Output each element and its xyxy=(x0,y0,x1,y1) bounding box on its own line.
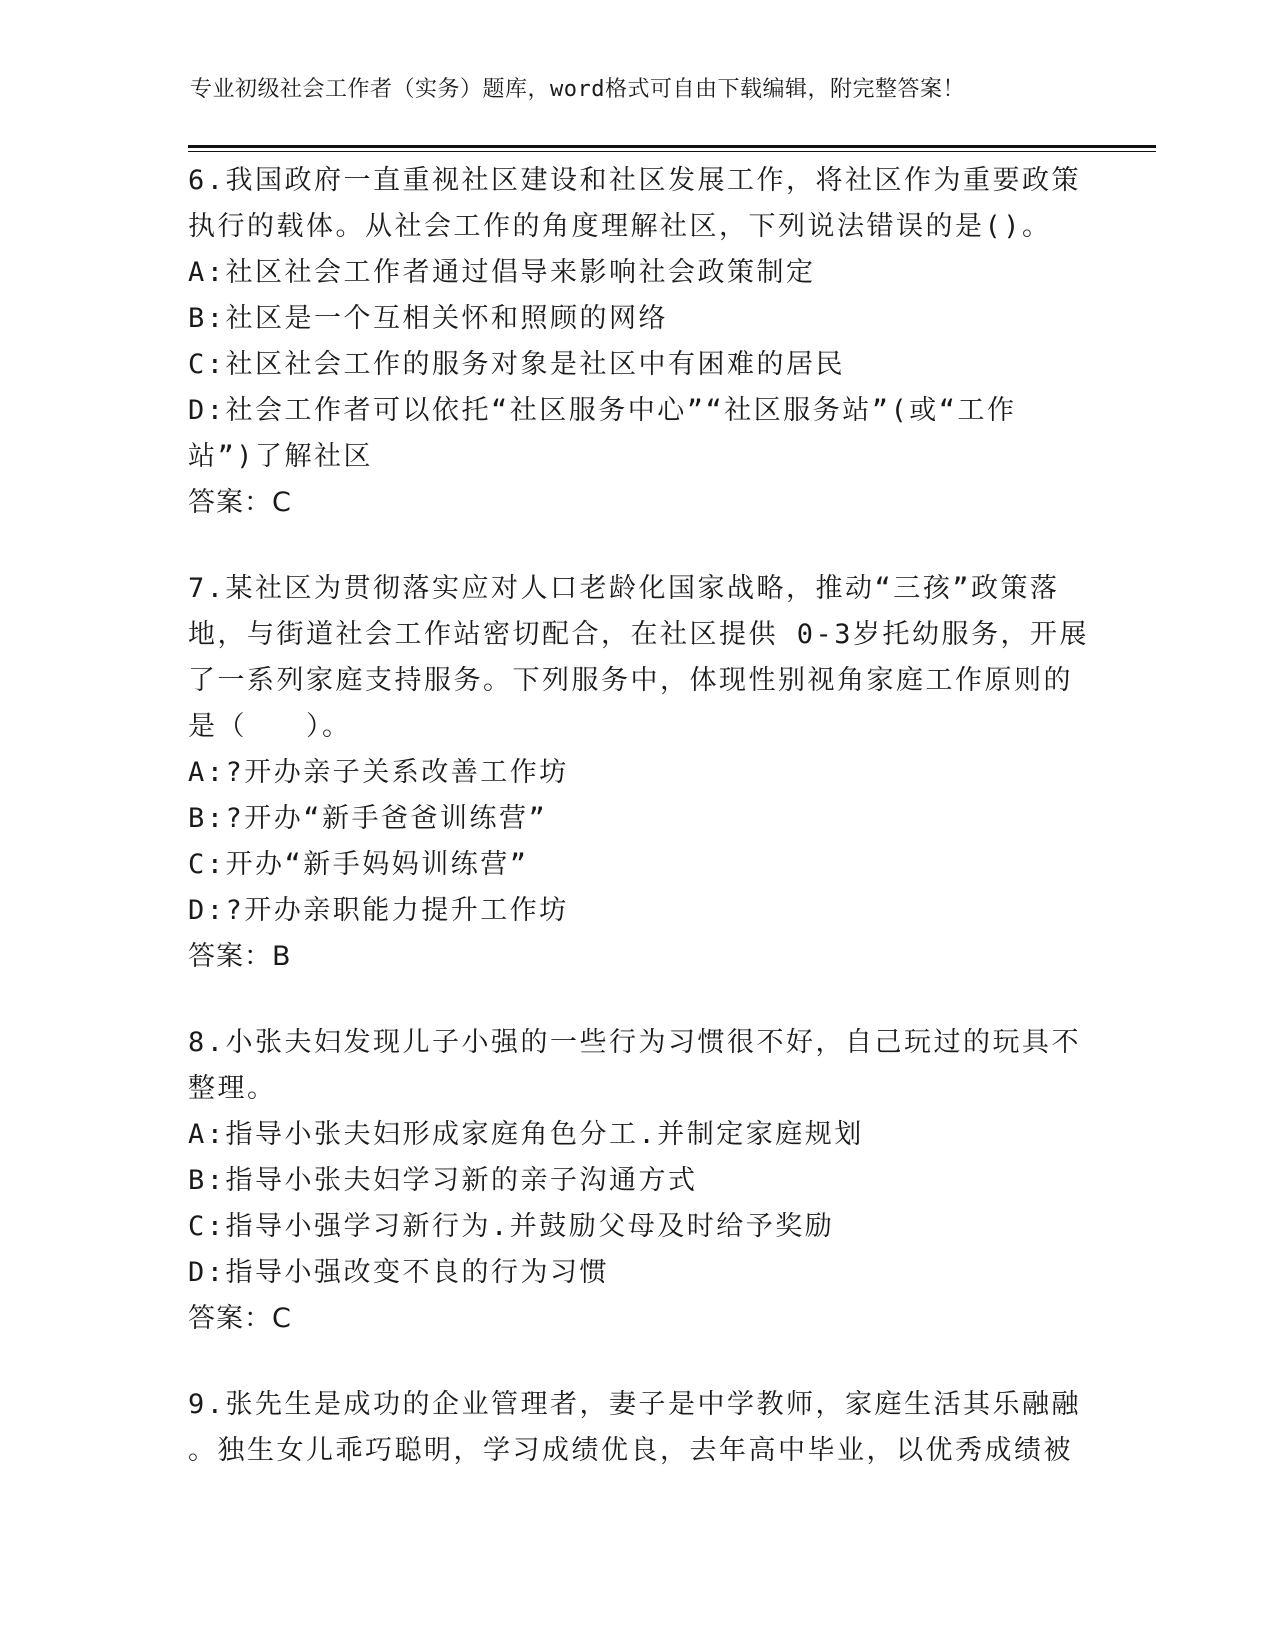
question-stem-line: 。独生女儿乖巧聪明，学习成绩优良，去年高中毕业，以优秀成绩被 xyxy=(188,1435,1073,1466)
option-line: A:社区社会工作者通过倡导来影响社会政策制定 xyxy=(188,257,816,288)
question-block xyxy=(188,1020,1088,1342)
question-stem-line: 8.小张夫妇发现儿子小强的一些行为习惯很不好，自己玩过的玩具不 xyxy=(188,1027,1082,1058)
option-line: B:社区是一个互相关怀和照顾的网络 xyxy=(188,303,669,334)
answer-label: 答案：B xyxy=(188,941,292,972)
option-line: C:社区社会工作的服务对象是社区中有困难的居民 xyxy=(188,349,846,380)
option-line: C:指导小强学习新行为.并鼓励父母及时给予奖励 xyxy=(188,1211,835,1242)
question-block xyxy=(188,566,1088,980)
option-line: A:指导小张夫妇形成家庭角色分工.并制定家庭规划 xyxy=(188,1119,864,1150)
header-rule-thin xyxy=(188,151,1156,152)
option-line: C:开办“新手妈妈训练营” xyxy=(188,849,529,880)
question-stem-line: 地，与街道社会工作站密切配合，在社区提供 0-3岁托幼服务，开展 xyxy=(188,619,1090,650)
question-stem-line: 6.我国政府一直重视社区建设和社区发展工作，将社区作为重要政策 xyxy=(188,165,1082,196)
option-line: B:指导小张夫妇学习新的亲子沟通方式 xyxy=(188,1165,698,1196)
header-rule-thick xyxy=(188,145,1156,148)
question-stem-line: 7.某社区为贯彻落实应对人口老龄化国家战略，推动“三孩”政策落 xyxy=(188,573,1060,604)
page-header: 专业初级社会工作者（实务）题库，word格式可自由下载编辑，附完整答案！ xyxy=(190,77,965,102)
question-stem-line: 9.张先生是成功的企业管理者，妻子是中学教师，家庭生活其乐融融 xyxy=(188,1389,1082,1420)
option-line: D:社会工作者可以依托“社区服务中心”“社区服务站”(或“工作 xyxy=(188,395,1017,426)
option-line: D:指导小强改变不良的行为习惯 xyxy=(188,1257,610,1288)
option-line: D:?开办亲职能力提升工作坊 xyxy=(188,895,569,926)
question-stem-line: 整理。 xyxy=(188,1073,277,1104)
question-stem-line: 了一系列家庭支持服务。下列服务中，体现性别视角家庭工作原则的 xyxy=(188,665,1073,696)
question-stem-line: 是（ ）。 xyxy=(188,711,352,742)
answer-label: 答案：C xyxy=(188,1303,292,1334)
option-line: B:?开办“新手爸爸训练营” xyxy=(188,803,548,834)
answer-label: 答案：C xyxy=(188,487,292,518)
option-line: A:?开办亲子关系改善工作坊 xyxy=(188,757,569,788)
question-list xyxy=(188,158,1088,1474)
option-line: 站”)了解社区 xyxy=(188,441,374,472)
question-block xyxy=(188,158,1088,526)
question-block xyxy=(188,1382,1088,1474)
question-stem-line: 执行的载体。从社会工作的角度理解社区，下列说法错误的是()。 xyxy=(188,211,1052,242)
